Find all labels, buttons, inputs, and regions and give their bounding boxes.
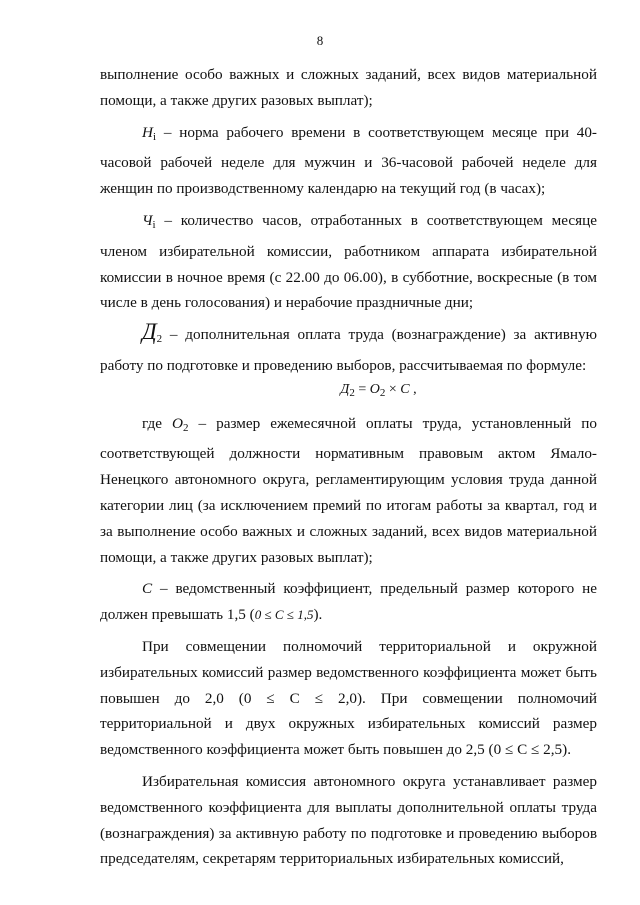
symbol-d: Д [142,319,157,345]
page-number: 8 [316,33,324,48]
paragraph-text: – размер ежемесячной оплаты труда, установленный по соответствующей должности нормативным правовым актом Ямало-Ненецкого автономного округа, регламентирующим условия труда данной категории лиц (за исключением премий по итогам работы за квартал, год и за выполнение особо важных и сложных заданий, всех видов материальной помощи, а также других разовых выплат); [100,414,597,566]
paragraph-hours-worked [100,208,597,316]
paragraph-norm-hours [100,120,597,202]
symbol-n: Н [142,123,153,141]
symbol-subscript: i [152,218,156,231]
document-body [100,62,597,878]
formula-tail: , [409,381,417,397]
paragraph-lead: где [142,414,172,432]
symbol-o: О [172,414,183,432]
paragraph-combined-powers [100,634,597,763]
formula [100,377,597,407]
paragraph-tail: ). [313,606,323,624]
symbol-ch: Ч [142,211,153,229]
formula-times: × [385,381,401,397]
paragraph-additional-pay [100,319,597,379]
symbol-c: С [142,580,153,598]
paragraph-continuation [100,62,597,114]
paragraph-coefficient [100,576,597,628]
formula-o: О [369,381,380,397]
symbol-subscript: 2 [182,421,189,434]
paragraph-text: – количество часов, отработанных в соответствующем месяце членом избирательной комиссии, работником аппарата избирательной комиссии в ночное время (с 22.00 до 06.00), в субботние, воскресные (в том числе в день голосования) и нерабочие праздничные дни; [100,211,597,312]
formula-eq: = [354,381,370,397]
paragraph-text: Избирательная комиссия автономного округа устанавливает размер ведомственного коэффициента для выплаты дополнительной оплаты труда (вознаграждения) за активную работу по подготовке и проведению выборов председателям, секретарям территориальных избирательных комиссий, [100,772,597,868]
paragraph-text: – ведомственный коэффициент, предельный размер которого не должен превышать 1,5 ( [100,580,597,624]
formula-lhs: Д [340,381,350,397]
formula-c: С [400,381,410,397]
coefficient-range: 0 ≤ С ≤ 1,5 [254,607,314,623]
symbol-subscript: i [152,130,157,143]
paragraph-text: – норма рабочего времени в соответствующем месяце при 40-часовой рабочей неделе для мужчин и 36-часовой рабочей неделе для женщин по производственному календарю на текущий год (в часах); [100,123,597,198]
formula-o-sub: 2 [379,386,386,399]
symbol-subscript: 2 [156,333,163,346]
paragraph-text: выполнение особо важных и сложных заданий, всех видов материальной помощи, а также других разовых выплат); [100,66,597,109]
paragraph-commission-sets [100,769,597,872]
paragraph-text: При совмещении полномочий территориальной и окружной избирательных комиссий размер ведомственного коэффициента может быть повышен до 2,0 (0 ≤ С ≤ 2,0). При совмещении полномочий территориальной и двух окружных избирательных комиссий размер ведомственного коэффициента может быть повышен до 2,5 (0 ≤ С ≤ 2,5). [100,637,597,759]
formula-lhs-sub: 2 [349,386,355,399]
paragraph-text: – дополнительная оплата труда (вознаграждение) за активную работу по подготовке и проведению выборов, рассчитываемая по формуле: [100,326,597,374]
paragraph-monthly-pay [100,411,597,571]
